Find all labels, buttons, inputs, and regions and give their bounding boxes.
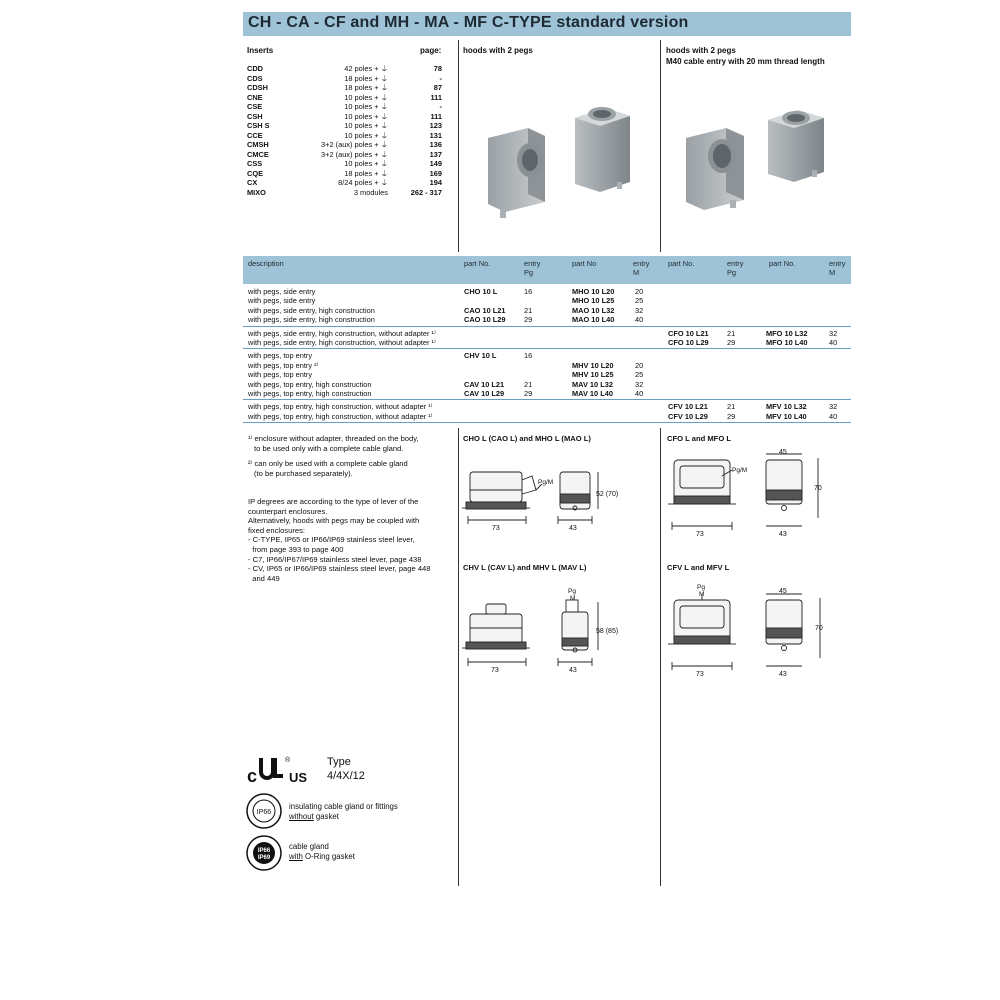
drawing-chv-top-entry xyxy=(458,580,658,680)
row-part-no-2: MAO 10 L32 xyxy=(572,305,615,315)
inserts-row xyxy=(247,121,442,130)
row-entry-m-2: 40 xyxy=(829,411,838,421)
table-row-separator xyxy=(243,422,851,423)
entry-label-m: M xyxy=(570,595,576,602)
row-part-no-4: MFV 10 L40 xyxy=(766,411,807,421)
dim-depth-label: 43 xyxy=(569,525,577,532)
inserts-row xyxy=(247,102,442,111)
insert-poles: 10 poles + ⏚ xyxy=(344,111,388,121)
page-title: CH - CA - CF and MH - MA - MF C-TYPE standard version xyxy=(248,14,689,31)
inserts-row xyxy=(247,188,442,197)
col-part-no-2: part No xyxy=(572,259,597,268)
ul-c-mark: c xyxy=(247,766,258,786)
table-row-separator xyxy=(243,399,851,400)
hood-side-entry-photo xyxy=(470,90,650,240)
row-part-no-1: CAV 10 L21 xyxy=(464,379,505,389)
insert-poles: 10 poles + ⏚ xyxy=(344,130,388,140)
row-entry-pg-1: 16 xyxy=(524,351,533,361)
entry-label: Pg/M xyxy=(732,467,748,474)
ul-type-value: 4/4X/12 xyxy=(327,770,365,782)
row-entry-pg-2: 29 xyxy=(727,411,736,421)
row-entry-m-1: 40 xyxy=(635,315,644,325)
row-description: with pegs, top entry xyxy=(248,351,313,361)
insert-code: CDD xyxy=(247,64,264,73)
insert-code: CX xyxy=(247,178,258,187)
row-part-no-3: CFO 10 L21 xyxy=(668,328,709,338)
table-row-separator xyxy=(243,348,851,349)
col-part-no-4: part No. xyxy=(769,259,796,268)
row-entry-m-1: 32 xyxy=(635,305,644,315)
drawing-4-caption: CFV L and MFV L xyxy=(667,563,730,572)
col-entry-pg-2: entry xyxy=(727,259,744,268)
row-part-no-2: MHO 10 L20 xyxy=(572,287,615,296)
table-row xyxy=(0,402,1000,411)
insert-page: 111 xyxy=(430,92,442,102)
drawing-2-caption: CFO L and MFO L xyxy=(667,434,731,443)
ip69-desc-underlined: with xyxy=(289,852,303,861)
col-entry-m-2: entry xyxy=(829,259,846,268)
insert-page: 78 xyxy=(433,64,442,73)
col-description: description xyxy=(248,259,284,268)
insert-poles: 18 poles + ⏚ xyxy=(344,73,388,83)
ip-note-line: - C-TYPE, IP65 or IP66/IP69 stainless steel lever, xyxy=(248,535,415,545)
insert-code: CDS xyxy=(247,73,263,83)
insert-code: CSE xyxy=(247,102,263,111)
insert-page: 123 xyxy=(429,121,442,130)
insert-code: CSH xyxy=(247,111,263,121)
table-row xyxy=(0,296,1000,305)
row-entry-m-2: 32 xyxy=(829,328,838,338)
row-part-no-1: CAO 10 L29 xyxy=(464,315,506,325)
insert-page: 87 xyxy=(433,83,442,92)
insert-page: 262 - 317 xyxy=(410,187,442,197)
col-part-no-3: part No. xyxy=(668,259,695,268)
table-row xyxy=(0,361,1000,370)
row-description: with pegs, side entry, high construction, without adapter ¹⁾ xyxy=(248,328,436,338)
dim-width-label: 73 xyxy=(491,667,499,674)
ip66-badge-label: IP66 xyxy=(256,809,272,816)
entry-label-m: M xyxy=(699,591,705,598)
table-row-separator xyxy=(243,326,851,327)
dim-height-label: 70 xyxy=(814,485,822,492)
row-part-no-3: CFO 10 L29 xyxy=(668,338,709,347)
row-entry-pg-1: 29 xyxy=(524,315,533,325)
row-description: with pegs, top entry, high construction xyxy=(248,379,372,389)
ip66-desc-2 xyxy=(289,812,339,821)
row-part-no-2: MHV 10 L20 xyxy=(572,360,614,370)
row-description: with pegs, top entry xyxy=(248,370,313,380)
insert-page: 111 xyxy=(430,111,442,121)
insert-code: CQE xyxy=(247,168,264,178)
row-part-no-2: MAO 10 L40 xyxy=(572,315,615,325)
row-description: with pegs, side entry xyxy=(248,287,316,296)
row-part-no-3: CFV 10 L21 xyxy=(668,402,708,412)
ip-note-line: from page 393 to page 400 xyxy=(248,545,344,554)
inserts-row xyxy=(247,93,442,102)
hood-m40-photo xyxy=(672,90,852,240)
insert-code: CDSH xyxy=(247,83,268,92)
inserts-row xyxy=(247,74,442,83)
insert-page: 136 xyxy=(429,140,442,149)
insert-poles: 18 poles + ⏚ xyxy=(344,83,388,92)
ul-type-label: Type xyxy=(327,756,351,768)
ip-note-line: Alternatively, hoods with pegs may be coupled with xyxy=(248,516,420,526)
row-entry-m-1: 20 xyxy=(635,360,644,370)
table-row xyxy=(0,338,1000,347)
drawing-1-caption: CHO L (CAO L) and MHO L (MAO L) xyxy=(463,434,591,443)
row-part-no-4: MFO 10 L32 xyxy=(766,328,808,338)
footnote-1: ¹⁾ enclosure without adapter, threaded on the body, xyxy=(248,434,419,443)
footnote-2: ²⁾ can only be used with a complete cable gland xyxy=(248,459,408,468)
table-row xyxy=(0,370,1000,379)
dim-width-label: 73 xyxy=(696,531,704,538)
dim-top-label: 45 xyxy=(779,449,787,456)
row-part-no-1: CHV 10 L xyxy=(464,351,497,361)
ip69-badge-icon xyxy=(245,834,283,872)
dim-height-label: 52 (70) xyxy=(596,491,619,498)
row-entry-m-1: 20 xyxy=(635,287,644,296)
insert-code: CSH S xyxy=(247,121,270,130)
drawing-3-caption: CHV L (CAV L) and MHV L (MAV L) xyxy=(463,563,587,572)
dim-width-label: 73 xyxy=(696,671,704,678)
insert-page: 137 xyxy=(429,149,442,159)
row-part-no-1: CAO 10 L21 xyxy=(464,305,506,315)
inserts-row xyxy=(247,64,442,73)
ip-note-line: - C7, IP66/IP67/IP69 stainless steel lever, page 438 xyxy=(248,554,422,564)
insert-page: - xyxy=(439,73,442,83)
table-row xyxy=(0,315,1000,324)
row-entry-pg-1: 21 xyxy=(524,305,533,315)
ip69-badge-top: IP66 xyxy=(257,848,271,854)
ip66-desc-1: insulating cable gland or fittings xyxy=(289,802,398,811)
insert-code: CMCE xyxy=(247,149,269,159)
row-description: with pegs, top entry, high construction, without adapter ¹⁾ xyxy=(248,411,433,421)
ip-note-line: - CV, IP65 or IP66/IP69 stainless steel lever, page 448 xyxy=(248,564,431,574)
ip66-desc-underlined: without xyxy=(289,812,314,821)
dim-height-label: 70 xyxy=(815,625,823,632)
insert-page: 149 xyxy=(429,159,442,168)
ip69-badge-bottom: IP69 xyxy=(257,855,271,861)
row-part-no-2: MHO 10 L25 xyxy=(572,296,615,306)
dim-depth-label: 43 xyxy=(779,531,787,538)
inserts-row xyxy=(247,159,442,168)
insert-poles: 10 poles + ⏚ xyxy=(344,102,388,111)
svg-text:®: ® xyxy=(285,757,291,764)
insert-page: 194 xyxy=(429,178,442,187)
column-divider xyxy=(660,40,661,252)
ul-listed-logo xyxy=(245,752,325,786)
insert-poles: 10 poles + ⏚ xyxy=(344,159,388,168)
footnote-1-cont: to be used only with a complete cable gland. xyxy=(254,444,404,453)
dim-depth-label: 43 xyxy=(569,667,577,674)
row-part-no-3: CFV 10 L29 xyxy=(668,411,708,421)
row-part-no-1: CHO 10 L xyxy=(464,287,498,296)
inserts-page-header: page: xyxy=(420,46,442,55)
insert-poles: 3 modules xyxy=(353,187,388,197)
column-divider xyxy=(458,40,459,252)
row-description: with pegs, top entry, high construction, without adapter ¹⁾ xyxy=(248,402,433,412)
insert-poles: 8/24 poles + ⏚ xyxy=(338,178,388,187)
insert-code: CSS xyxy=(247,159,263,168)
dim-height-label: 58 (85) xyxy=(596,628,619,635)
insert-poles: 42 poles + ⏚ xyxy=(344,64,388,73)
inserts-row xyxy=(247,178,442,187)
row-entry-pg-1: 29 xyxy=(524,389,533,398)
drawing-cfo-side-entry xyxy=(660,444,860,544)
table-row xyxy=(0,306,1000,315)
row-description: with pegs, top entry ²⁾ xyxy=(248,360,319,370)
table-row xyxy=(0,412,1000,421)
insert-poles: 10 poles + ⏚ xyxy=(344,92,388,102)
entry-label-pg: Pg xyxy=(697,584,705,591)
row-part-no-1: CAV 10 L29 xyxy=(464,389,505,398)
insert-page: - xyxy=(439,102,442,111)
row-part-no-2: MAV 10 L40 xyxy=(572,389,613,398)
ip-note-line: IP degrees are according to the type of lever of the xyxy=(248,497,419,506)
insert-code: CCE xyxy=(247,130,263,140)
dim-depth-label: 43 xyxy=(779,671,787,678)
row-entry-m-1: 25 xyxy=(635,370,644,380)
inserts-row xyxy=(247,140,442,149)
ip66-badge-icon xyxy=(245,792,283,830)
col-entry-pg-1-unit: Pg xyxy=(524,268,534,277)
insert-page: 169 xyxy=(429,168,442,178)
row-part-no-4: MFV 10 L32 xyxy=(766,402,807,412)
table-row xyxy=(0,329,1000,338)
drawing-cfv-top-entry xyxy=(660,580,860,680)
ip-note-line: fixed enclosures: xyxy=(248,525,305,535)
row-part-no-2: MHV 10 L25 xyxy=(572,370,614,380)
col-entry-pg-1: entry xyxy=(524,259,541,268)
inserts-row xyxy=(247,112,442,121)
col-entry-m-1: entry xyxy=(633,259,650,268)
dim-width-label: 73 xyxy=(492,525,500,532)
row-entry-pg-1: 21 xyxy=(524,379,533,389)
ip69-desc-rest: O-Ring gasket xyxy=(302,852,355,861)
footnote-2-cont: (to be purchased separately). xyxy=(254,469,353,478)
insert-poles: 10 poles + ⏚ xyxy=(344,121,388,130)
ip66-desc-rest: gasket xyxy=(313,812,339,821)
inserts-row xyxy=(247,169,442,178)
table-header-bar xyxy=(243,256,851,284)
row-entry-m-1: 25 xyxy=(635,296,644,306)
row-entry-pg-1: 16 xyxy=(524,287,533,296)
product-b-caption-1: hoods with 2 pegs xyxy=(666,46,736,55)
insert-code: MIXO xyxy=(247,187,266,197)
insert-poles: 3+2 (aux) poles + ⏚ xyxy=(321,149,388,159)
col-part-no-1: part No. xyxy=(464,259,491,268)
row-description: with pegs, side entry, high construction xyxy=(248,305,375,315)
product-b-caption-2: M40 cable entry with 20 mm thread length xyxy=(666,57,825,66)
row-description: with pegs, side entry, high construction, without adapter ¹⁾ xyxy=(248,338,436,347)
product-a-caption: hoods with 2 pegs xyxy=(463,46,533,55)
insert-poles: 18 poles + ⏚ xyxy=(344,168,388,178)
ip69-desc-2 xyxy=(289,852,355,861)
row-description: with pegs, top entry, high construction xyxy=(248,389,372,398)
row-description: with pegs, side entry, high construction xyxy=(248,315,375,325)
row-entry-pg-2: 29 xyxy=(727,338,736,347)
ip-note-line: and 449 xyxy=(248,573,280,583)
col-entry-pg-2-unit: Pg xyxy=(727,268,737,277)
row-entry-m-2: 40 xyxy=(829,338,838,347)
inserts-row xyxy=(247,150,442,159)
dim-top-label: 45 xyxy=(779,588,787,595)
row-part-no-2: MAV 10 L32 xyxy=(572,379,613,389)
insert-poles: 3+2 (aux) poles + ⏚ xyxy=(321,140,388,149)
insert-code: CNE xyxy=(247,92,263,102)
table-row xyxy=(0,389,1000,398)
entry-label: Pg/M xyxy=(538,479,554,486)
inserts-row xyxy=(247,83,442,92)
entry-label-pg: Pg xyxy=(568,588,576,595)
table-row xyxy=(0,351,1000,360)
row-entry-pg-2: 21 xyxy=(727,328,736,338)
row-entry-m-1: 40 xyxy=(635,389,644,398)
drawing-cho-side-entry xyxy=(458,450,658,550)
ip69-desc-1: cable gland xyxy=(289,842,329,851)
row-entry-pg-2: 21 xyxy=(727,402,736,412)
col-entry-m-1-unit: M xyxy=(633,268,640,277)
col-entry-m-2-unit: M xyxy=(829,268,836,277)
table-row xyxy=(0,287,1000,296)
ip-note-line: counterpart enclosures. xyxy=(248,506,328,516)
row-entry-m-2: 32 xyxy=(829,402,838,412)
ul-us-mark: US xyxy=(289,770,308,785)
table-row xyxy=(0,380,1000,389)
insert-code: CMSH xyxy=(247,140,269,149)
inserts-row xyxy=(247,131,442,140)
row-description: with pegs, side entry xyxy=(248,296,316,306)
row-entry-m-1: 32 xyxy=(635,379,644,389)
row-part-no-4: MFO 10 L40 xyxy=(766,338,808,347)
inserts-header: Inserts xyxy=(247,46,274,55)
insert-page: 131 xyxy=(429,130,442,140)
